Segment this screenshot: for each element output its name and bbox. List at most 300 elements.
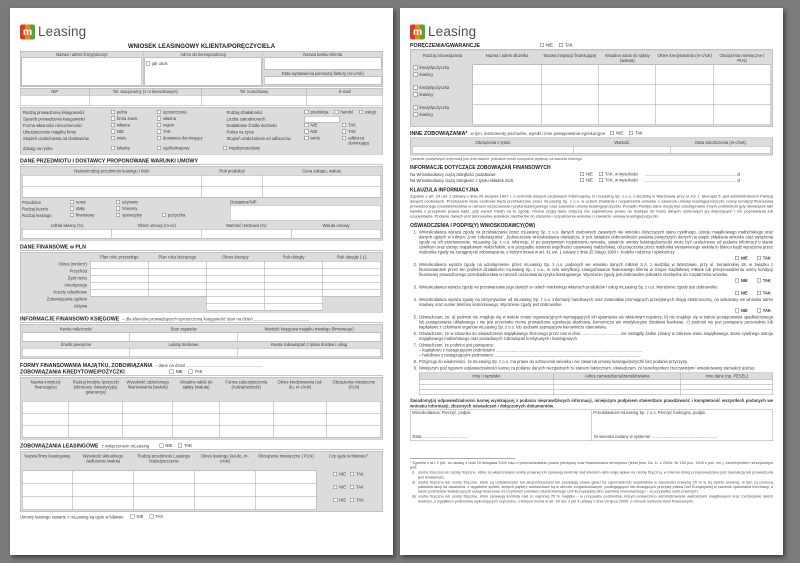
fin-cell-input[interactable] bbox=[206, 289, 264, 296]
checkbox-icon bbox=[342, 136, 346, 140]
fin-col-header: Rok ubiegły bbox=[282, 254, 305, 260]
life-policy-yes-checkbox[interactable] bbox=[342, 129, 380, 134]
guar-col-header: Obciążenia miesięczne ( PLN) bbox=[719, 53, 765, 63]
variable-cost-checkbox[interactable] bbox=[116, 206, 162, 211]
currency-label: zł bbox=[737, 172, 741, 177]
credit-cell-input[interactable] bbox=[273, 401, 327, 413]
financial-lease-checkbox[interactable] bbox=[70, 212, 116, 217]
zus-yes-checkbox[interactable] bbox=[599, 178, 638, 183]
guar-cell-input[interactable] bbox=[473, 105, 541, 125]
guar-cell-input[interactable] bbox=[473, 85, 541, 105]
checkbox-icon bbox=[559, 43, 563, 47]
decl-no-checkbox[interactable] bbox=[735, 308, 748, 313]
fin-cell-input[interactable] bbox=[90, 275, 148, 282]
note-yes-checkbox[interactable] bbox=[149, 514, 163, 519]
contract-currency-input[interactable] bbox=[291, 229, 381, 238]
amount-blank[interactable] bbox=[646, 172, 736, 176]
nip-header: NIP bbox=[20, 88, 89, 95]
leasing-checkbox[interactable] bbox=[414, 112, 466, 117]
inventory-header: Stan zapasów bbox=[170, 326, 197, 332]
balance-included-cell bbox=[316, 497, 381, 510]
ben-cell-input[interactable] bbox=[681, 390, 773, 395]
credit-cell-input[interactable] bbox=[327, 413, 381, 425]
guar-cell-input[interactable] bbox=[656, 105, 713, 125]
dominant-buyer-checkbox[interactable] bbox=[342, 136, 380, 146]
leasing-checkbox[interactable] bbox=[414, 72, 466, 77]
fin-cell-input[interactable] bbox=[148, 289, 206, 296]
fixed-cost-checkbox[interactable] bbox=[70, 206, 116, 211]
checkbox-icon bbox=[735, 279, 739, 283]
lease-cell-input[interactable] bbox=[72, 484, 133, 497]
fin-cell-input[interactable] bbox=[265, 289, 323, 296]
subject-input[interactable] bbox=[22, 186, 201, 197]
credit-cell-input[interactable] bbox=[219, 425, 273, 437]
lease-cell-input[interactable] bbox=[194, 484, 255, 497]
representative-signature-label: Przedstawiciel mLeasing Sp. z o.o. Pieczęć funkcyjna, podpis. bbox=[593, 410, 707, 415]
year-input[interactable] bbox=[202, 186, 263, 197]
terms-table bbox=[22, 222, 381, 238]
checkbox-icon bbox=[146, 62, 150, 66]
ben-cell-input[interactable] bbox=[554, 390, 681, 395]
nip-input[interactable] bbox=[20, 95, 89, 105]
footnote-separator bbox=[410, 458, 515, 459]
guar-cell-input[interactable] bbox=[473, 65, 541, 85]
subject-input[interactable] bbox=[22, 175, 201, 186]
checkbox-icon bbox=[414, 106, 418, 110]
lease-col-header: Okres leasingu (od-do, m-c/rok) bbox=[200, 453, 249, 464]
dominant-supplier-checkbox[interactable] bbox=[157, 136, 203, 141]
checkbox-icon bbox=[162, 213, 166, 217]
guar-cell-input[interactable] bbox=[541, 105, 598, 125]
lease-col-header: Nazwa firmy leasingowej bbox=[24, 453, 71, 459]
tax-yes-checkbox[interactable] bbox=[599, 172, 638, 177]
new-item-checkbox[interactable] bbox=[70, 199, 116, 204]
guar-cell-input[interactable] bbox=[713, 85, 770, 105]
services-checkbox[interactable] bbox=[359, 110, 376, 115]
item-text: – kapitałowo z następującymi podmiotami ................................................................................................................................. bbox=[419, 348, 643, 353]
business-profile-panel bbox=[20, 107, 383, 155]
item-number: 6. bbox=[413, 331, 417, 336]
declaration-item bbox=[410, 315, 773, 330]
option-label: TAK bbox=[356, 497, 364, 503]
loan-checkbox[interactable] bbox=[162, 212, 185, 217]
section-financial-title: DANE FINANSOWE w PLN bbox=[20, 244, 86, 250]
bank-header: Nazwa banku Klienta bbox=[303, 52, 343, 57]
credit-obligations-title: ZOBOWIĄZANIA KREDYTOWE/POŻYCZKI bbox=[20, 369, 125, 375]
decl-yes-checkbox[interactable] bbox=[757, 308, 771, 313]
item-number: 3. bbox=[413, 285, 417, 290]
balance-yes-checkbox[interactable] bbox=[350, 471, 364, 476]
trade-payables-input[interactable] bbox=[237, 348, 380, 357]
decl-yes-checkbox[interactable] bbox=[757, 291, 771, 296]
guar-cell-input[interactable] bbox=[713, 65, 770, 85]
checkbox-icon bbox=[178, 443, 182, 447]
insurance-yes-checkbox[interactable] bbox=[157, 129, 203, 134]
checkbox-icon bbox=[157, 117, 161, 121]
rented-property-checkbox[interactable] bbox=[157, 123, 203, 128]
lease-cell-input[interactable] bbox=[22, 471, 72, 484]
extra-income-yes-checkbox[interactable] bbox=[342, 123, 380, 128]
checkbox-icon bbox=[111, 130, 115, 134]
bookkeeping-full-checkbox[interactable] bbox=[111, 110, 157, 115]
same-as-checkbox[interactable] bbox=[146, 61, 167, 66]
checkbox-icon bbox=[333, 498, 337, 502]
credit-cell-input[interactable] bbox=[273, 413, 327, 425]
declaration-answer bbox=[410, 308, 773, 314]
credit-cell-input[interactable] bbox=[123, 413, 173, 425]
supplier-block bbox=[230, 199, 381, 221]
checkbox-icon bbox=[70, 213, 74, 217]
lease-cell-input[interactable] bbox=[255, 497, 316, 510]
receivables-input[interactable] bbox=[22, 333, 130, 342]
fixed-assets-header: Wartość księgowa majątku trwałego (firmowego) bbox=[264, 326, 354, 332]
decl-no-checkbox[interactable] bbox=[735, 291, 748, 296]
supplier-label: Dostawca/NIP bbox=[230, 199, 257, 205]
fin-cell-input[interactable] bbox=[206, 275, 264, 282]
ben-cell-input[interactable] bbox=[419, 390, 553, 395]
credit-cell-input[interactable] bbox=[173, 425, 220, 437]
option-label: pełna bbox=[117, 109, 128, 115]
other-yes-checkbox[interactable] bbox=[629, 130, 643, 135]
bookkeeping-panel bbox=[20, 324, 383, 359]
supplier-input[interactable] bbox=[230, 205, 381, 221]
production-checkbox[interactable] bbox=[304, 110, 328, 115]
other-cell-input[interactable] bbox=[670, 146, 770, 153]
first-invoice-header: Data wystawienia pierwszej faktury (m-c/rok) bbox=[281, 71, 364, 76]
credit-loan-checkbox[interactable] bbox=[414, 65, 466, 70]
option-label: TAK bbox=[184, 442, 193, 448]
price-input[interactable] bbox=[262, 175, 380, 186]
other-no-checkbox[interactable] bbox=[610, 130, 623, 135]
fin-cell-input[interactable] bbox=[206, 282, 264, 289]
cash-header: Środki pieniężne bbox=[60, 342, 92, 347]
guar-cell-input[interactable] bbox=[656, 85, 713, 105]
contract-period-input[interactable] bbox=[112, 229, 202, 238]
insurance-label: Ubezpieczenie majątku firmy bbox=[23, 129, 77, 135]
fin-col-header: Okres bieżący bbox=[222, 254, 249, 260]
credit-cell-input[interactable] bbox=[22, 425, 69, 437]
option-label: kredyt/pożyczka bbox=[419, 65, 450, 70]
balance-no-checkbox[interactable] bbox=[333, 484, 346, 489]
bookkeeping-mode-label: Sposób prowadzenia księgowości bbox=[23, 116, 86, 122]
other-cell-input[interactable] bbox=[412, 146, 573, 153]
fin-cell-input[interactable] bbox=[323, 282, 381, 289]
option-label: NIE bbox=[339, 484, 347, 490]
option-label: zmienny bbox=[122, 205, 138, 211]
fin-cell-input[interactable] bbox=[265, 261, 323, 268]
life-policy-no-checkbox[interactable] bbox=[304, 129, 342, 134]
logo-wordmark: Leasing bbox=[38, 24, 87, 39]
fin-col-header: Plan roku przyszłego bbox=[99, 254, 139, 260]
fin-cell-input[interactable] bbox=[206, 303, 264, 310]
option-label: ogólnokrajowy bbox=[163, 145, 190, 151]
checkbox-icon bbox=[149, 515, 153, 519]
own-share-input[interactable] bbox=[22, 229, 112, 238]
option-label: wielu bbox=[117, 135, 127, 141]
guar-cell-input[interactable] bbox=[599, 105, 656, 125]
checkbox-icon bbox=[304, 136, 308, 140]
external-firm-checkbox[interactable] bbox=[111, 116, 157, 121]
zus-arrears-row bbox=[410, 178, 773, 184]
financial-panel bbox=[20, 252, 383, 312]
corr-address-input[interactable] bbox=[145, 58, 262, 86]
fin-cell-input[interactable] bbox=[265, 296, 323, 303]
production-year-header: Rok produkcji bbox=[219, 168, 245, 174]
zus-no-checkbox[interactable] bbox=[580, 178, 593, 183]
fin-cell-input[interactable] bbox=[323, 289, 381, 296]
balance-no-checkbox[interactable] bbox=[333, 471, 346, 476]
mobile-input[interactable] bbox=[202, 95, 307, 105]
deposits-input[interactable] bbox=[130, 348, 238, 357]
own-bookkeeping-checkbox[interactable] bbox=[157, 116, 203, 121]
bookkeeping-simplified-checkbox[interactable] bbox=[157, 110, 203, 115]
many-suppliers-checkbox[interactable] bbox=[111, 136, 157, 141]
credit-loan-checkbox[interactable] bbox=[414, 105, 466, 110]
option-label: leasing bbox=[419, 92, 433, 97]
mleasing-balance-note-text: Umowy leasingu zawarte z mLeasing są ujęte w bilansie bbox=[20, 514, 124, 520]
checkbox-icon bbox=[333, 485, 337, 489]
checkbox-icon bbox=[116, 213, 120, 217]
fin-cell-input[interactable] bbox=[90, 289, 148, 296]
subject-options bbox=[22, 199, 230, 221]
lease-cell-input[interactable] bbox=[22, 497, 72, 510]
fin-cell-input[interactable] bbox=[265, 282, 323, 289]
balance-yes-checkbox[interactable] bbox=[350, 484, 364, 489]
email-input[interactable] bbox=[307, 95, 383, 105]
footnote-text: osoba fizyczna lub osoby fizyczne, które są właścicielami osoby prawnej lub sprawują kontrolę nad klientem albo mają wpływ na osobę fizyczną, w imieniu której przeprowadzana jest transakcja lub prowadzona jest działalność, bbox=[418, 470, 773, 480]
lease-type-label: Rodzaj leasingu bbox=[22, 212, 52, 218]
cash-input[interactable] bbox=[22, 348, 130, 357]
lease-cell-input[interactable] bbox=[133, 471, 194, 484]
credit-cell-input[interactable] bbox=[69, 401, 123, 413]
credit-col-header: Nazwa instytucji finansującej bbox=[30, 379, 61, 390]
credit-cell-input[interactable] bbox=[22, 413, 69, 425]
purchase-price-header: Cena zakupu, waluta bbox=[302, 168, 341, 174]
credit-cell-input[interactable] bbox=[219, 401, 273, 413]
credit-cell-input[interactable] bbox=[327, 401, 381, 413]
decl-yes-checkbox[interactable] bbox=[757, 256, 771, 261]
phone-input[interactable] bbox=[89, 95, 201, 105]
fin-cell-input[interactable] bbox=[90, 282, 148, 289]
checkbox-icon bbox=[757, 279, 761, 283]
option-label: leasing bbox=[419, 112, 433, 117]
credit-cell-input[interactable] bbox=[69, 413, 123, 425]
year-input[interactable] bbox=[202, 175, 263, 186]
lease-cell-input[interactable] bbox=[133, 497, 194, 510]
credit-col-header: Wysokość udzielonego finansowania (waluta) bbox=[126, 379, 169, 390]
declaration-item bbox=[410, 360, 773, 365]
fin-cell-input[interactable] bbox=[323, 275, 381, 282]
inventory-input[interactable] bbox=[130, 333, 238, 342]
trade-checkbox[interactable] bbox=[334, 110, 352, 115]
guar-cell-input[interactable] bbox=[599, 85, 656, 105]
credit-no-checkbox[interactable] bbox=[170, 369, 183, 374]
many-buyers-checkbox[interactable] bbox=[304, 136, 342, 141]
national-market-checkbox[interactable] bbox=[157, 146, 217, 151]
credit-col-header: Forma zabezpieczenia (rodzaj/wartość) bbox=[225, 379, 268, 390]
ben-col-header: Adres zamieszkania/zameldowania bbox=[554, 373, 681, 380]
fin-cell-input[interactable] bbox=[148, 275, 206, 282]
footnote-item bbox=[410, 470, 773, 479]
ben-col-header: Inne dane (np. PESEL) bbox=[681, 373, 773, 380]
guar-col-header: Okres kredytowania (m-c/rok) bbox=[657, 53, 712, 58]
lease-no-checkbox[interactable] bbox=[159, 443, 172, 448]
bank-name-input[interactable] bbox=[264, 58, 381, 70]
tax-no-checkbox[interactable] bbox=[580, 172, 593, 177]
other-obligations-line bbox=[410, 130, 773, 136]
checkbox-icon bbox=[333, 472, 337, 476]
checkbox-icon bbox=[157, 130, 161, 134]
guar-cell-input[interactable] bbox=[713, 105, 770, 125]
operational-lease-checkbox[interactable] bbox=[116, 212, 162, 217]
amount-blank[interactable] bbox=[646, 178, 736, 182]
checkbox-icon bbox=[350, 485, 354, 489]
credit-cell-input[interactable] bbox=[327, 425, 381, 437]
international-market-checkbox[interactable] bbox=[223, 146, 260, 151]
guarantees-no-checkbox[interactable] bbox=[540, 43, 553, 48]
option-label: TAK bbox=[635, 130, 643, 136]
option-label: stały bbox=[76, 205, 85, 211]
fin-cell-input[interactable] bbox=[90, 268, 148, 275]
logo-wordmark: Leasing bbox=[428, 24, 477, 39]
date-blank[interactable] bbox=[187, 363, 262, 367]
fin-cell-input[interactable] bbox=[90, 261, 148, 268]
used-item-checkbox[interactable] bbox=[116, 199, 162, 204]
note-no-checkbox[interactable] bbox=[131, 514, 144, 519]
mleasing-logo bbox=[20, 24, 383, 40]
fin-cell-input[interactable] bbox=[323, 268, 381, 275]
subject-name-header: Nazwa/rodzaj przedmiotu leasingu / ilość bbox=[74, 168, 150, 174]
insurance-no-checkbox[interactable] bbox=[111, 129, 157, 134]
first-invoice-date-input[interactable] bbox=[264, 77, 381, 85]
lease-cell-input[interactable] bbox=[255, 471, 316, 484]
credit-cell-input[interactable] bbox=[273, 425, 327, 437]
deposits-header: Lokaty bankowe bbox=[168, 342, 199, 347]
checkbox-icon bbox=[157, 110, 161, 114]
fin-cell-input[interactable] bbox=[265, 303, 323, 310]
page-2 bbox=[400, 8, 783, 555]
credit-loan-checkbox[interactable] bbox=[414, 85, 466, 90]
decl-no-checkbox[interactable] bbox=[735, 278, 748, 283]
option-label: TAK bbox=[155, 514, 164, 519]
fin-cell-input[interactable] bbox=[148, 261, 206, 268]
declaration-item bbox=[410, 332, 773, 342]
applicant-signature-cell[interactable] bbox=[410, 410, 591, 441]
guar-cell-input[interactable] bbox=[656, 65, 713, 85]
price-input[interactable] bbox=[262, 186, 380, 197]
extra-income-no-checkbox[interactable] bbox=[304, 123, 342, 128]
section-bookkeeping-title: INFORMACJE FINANSOWO KSIĘGOWE bbox=[20, 315, 120, 322]
other-cell-input[interactable] bbox=[574, 146, 671, 153]
item-number: 2. bbox=[413, 262, 417, 267]
decl-yes-checkbox[interactable] bbox=[757, 278, 771, 283]
fin-cell-input[interactable] bbox=[206, 296, 264, 303]
lease-col-header: Obciążenia miesięczne ( PLN) bbox=[257, 453, 314, 459]
fin-cell-input[interactable] bbox=[206, 261, 264, 268]
checkbox-icon bbox=[359, 110, 363, 114]
option-label: leasing bbox=[419, 72, 433, 77]
tax-arrears-label: Na Wnioskodawcy ciążą zaległości podatkowe. bbox=[410, 172, 497, 177]
company-name-header: Nazwa i adres firmy/pieczęć bbox=[55, 52, 108, 57]
lease-cell-input[interactable] bbox=[72, 471, 133, 484]
option-label: operacyjny bbox=[122, 212, 143, 218]
lease-cell-input[interactable] bbox=[194, 471, 255, 484]
lease-cell-input[interactable] bbox=[22, 484, 72, 497]
application-number-label: Nr wniosku nadany w systemie: ......................................................... bbox=[593, 434, 718, 439]
option-label: NIE bbox=[616, 130, 624, 136]
lease-cell-input[interactable] bbox=[194, 497, 255, 510]
option-label: NIE bbox=[175, 369, 183, 374]
mobile-header: Tel. komórkowy bbox=[202, 88, 307, 95]
checkbox-icon bbox=[757, 291, 761, 295]
lease-cell-input[interactable] bbox=[72, 497, 133, 510]
lease-panel bbox=[20, 451, 383, 512]
fin-cell-input[interactable] bbox=[206, 268, 264, 275]
credit-cell-input[interactable] bbox=[69, 425, 123, 437]
option-label: kredyt/pożyczka bbox=[419, 105, 450, 110]
option-label: najem bbox=[163, 122, 175, 128]
item-condition-label: Przedmiot bbox=[22, 199, 41, 205]
guarantees-yes-checkbox[interactable] bbox=[559, 43, 573, 48]
fin-cell-input[interactable] bbox=[265, 275, 323, 282]
balance-no-checkbox[interactable] bbox=[333, 497, 346, 502]
credit-cell-input[interactable] bbox=[173, 401, 220, 413]
guar-cell-input[interactable] bbox=[541, 65, 598, 85]
own-property-checkbox[interactable] bbox=[111, 123, 157, 128]
credit-cell-input[interactable] bbox=[123, 425, 173, 437]
fin-cell-input[interactable] bbox=[148, 282, 206, 289]
decl-no-checkbox[interactable] bbox=[735, 256, 748, 261]
declaration-item bbox=[410, 285, 773, 290]
mleasing-balance-note bbox=[20, 514, 383, 521]
checkbox-icon bbox=[334, 110, 338, 114]
credit-cell-input[interactable] bbox=[219, 413, 273, 425]
checkbox-icon bbox=[111, 117, 115, 121]
checkbox-icon bbox=[304, 123, 308, 127]
balance-yes-checkbox[interactable] bbox=[350, 497, 364, 502]
credit-yes-checkbox[interactable] bbox=[189, 369, 203, 374]
fin-cell-input[interactable] bbox=[148, 268, 206, 275]
lease-yes-checkbox[interactable] bbox=[178, 443, 192, 448]
declaration-item bbox=[410, 366, 773, 371]
local-market-checkbox[interactable] bbox=[111, 146, 157, 151]
representative-signature-cell[interactable] bbox=[592, 410, 773, 441]
date-blank[interactable] bbox=[254, 316, 309, 320]
company-id-table bbox=[20, 51, 383, 87]
leasing-checkbox[interactable] bbox=[414, 92, 466, 97]
market-range-label: Zasięg na rynku bbox=[23, 146, 53, 151]
fin-cell-input[interactable] bbox=[265, 268, 323, 275]
company-name-input[interactable] bbox=[22, 58, 143, 86]
lease-cell-input[interactable] bbox=[255, 484, 316, 497]
fin-cell-input[interactable] bbox=[323, 261, 381, 268]
lease-cell-input[interactable] bbox=[133, 484, 194, 497]
residual-value-input[interactable] bbox=[202, 229, 292, 238]
item-text: Wnioskodawca wyraża zgodę na przetwarzanie jego danych w celach marketingu własnych produktów i usług mLeasing Sp. z o.o. Wyrażenie zgody jest dobrowolne. bbox=[419, 285, 719, 290]
credit-cell-input[interactable] bbox=[22, 401, 69, 413]
credit-cell-input[interactable] bbox=[173, 413, 220, 425]
checkbox-icon bbox=[157, 146, 161, 150]
credit-cell-input[interactable] bbox=[123, 401, 173, 413]
guar-cell-input[interactable] bbox=[541, 85, 598, 105]
guar-cell-input[interactable] bbox=[599, 65, 656, 85]
checkbox-icon bbox=[414, 93, 418, 97]
fixed-assets-input[interactable] bbox=[237, 333, 380, 342]
option-label: pożyczka bbox=[168, 212, 186, 218]
checkbox-icon bbox=[111, 110, 115, 114]
checkbox-icon bbox=[629, 131, 633, 135]
footnote-text: osoba fizyczna lub osoby fizyczne, które sprawują kontrolę nad co najmniej 25 % majątku – w przypadku podmiotów, którym powierzono administrowanie wartościami majątkowymi oraz rozdzielanie takich wartości, z wyjątkiem podmiotów wykonujących czynności, o których mowa w art. 69 ust. 2 pkt 4 ustawy z dnia 29 lipca 2005r. o obrocie instrumentami finansowymi. bbox=[418, 494, 773, 504]
